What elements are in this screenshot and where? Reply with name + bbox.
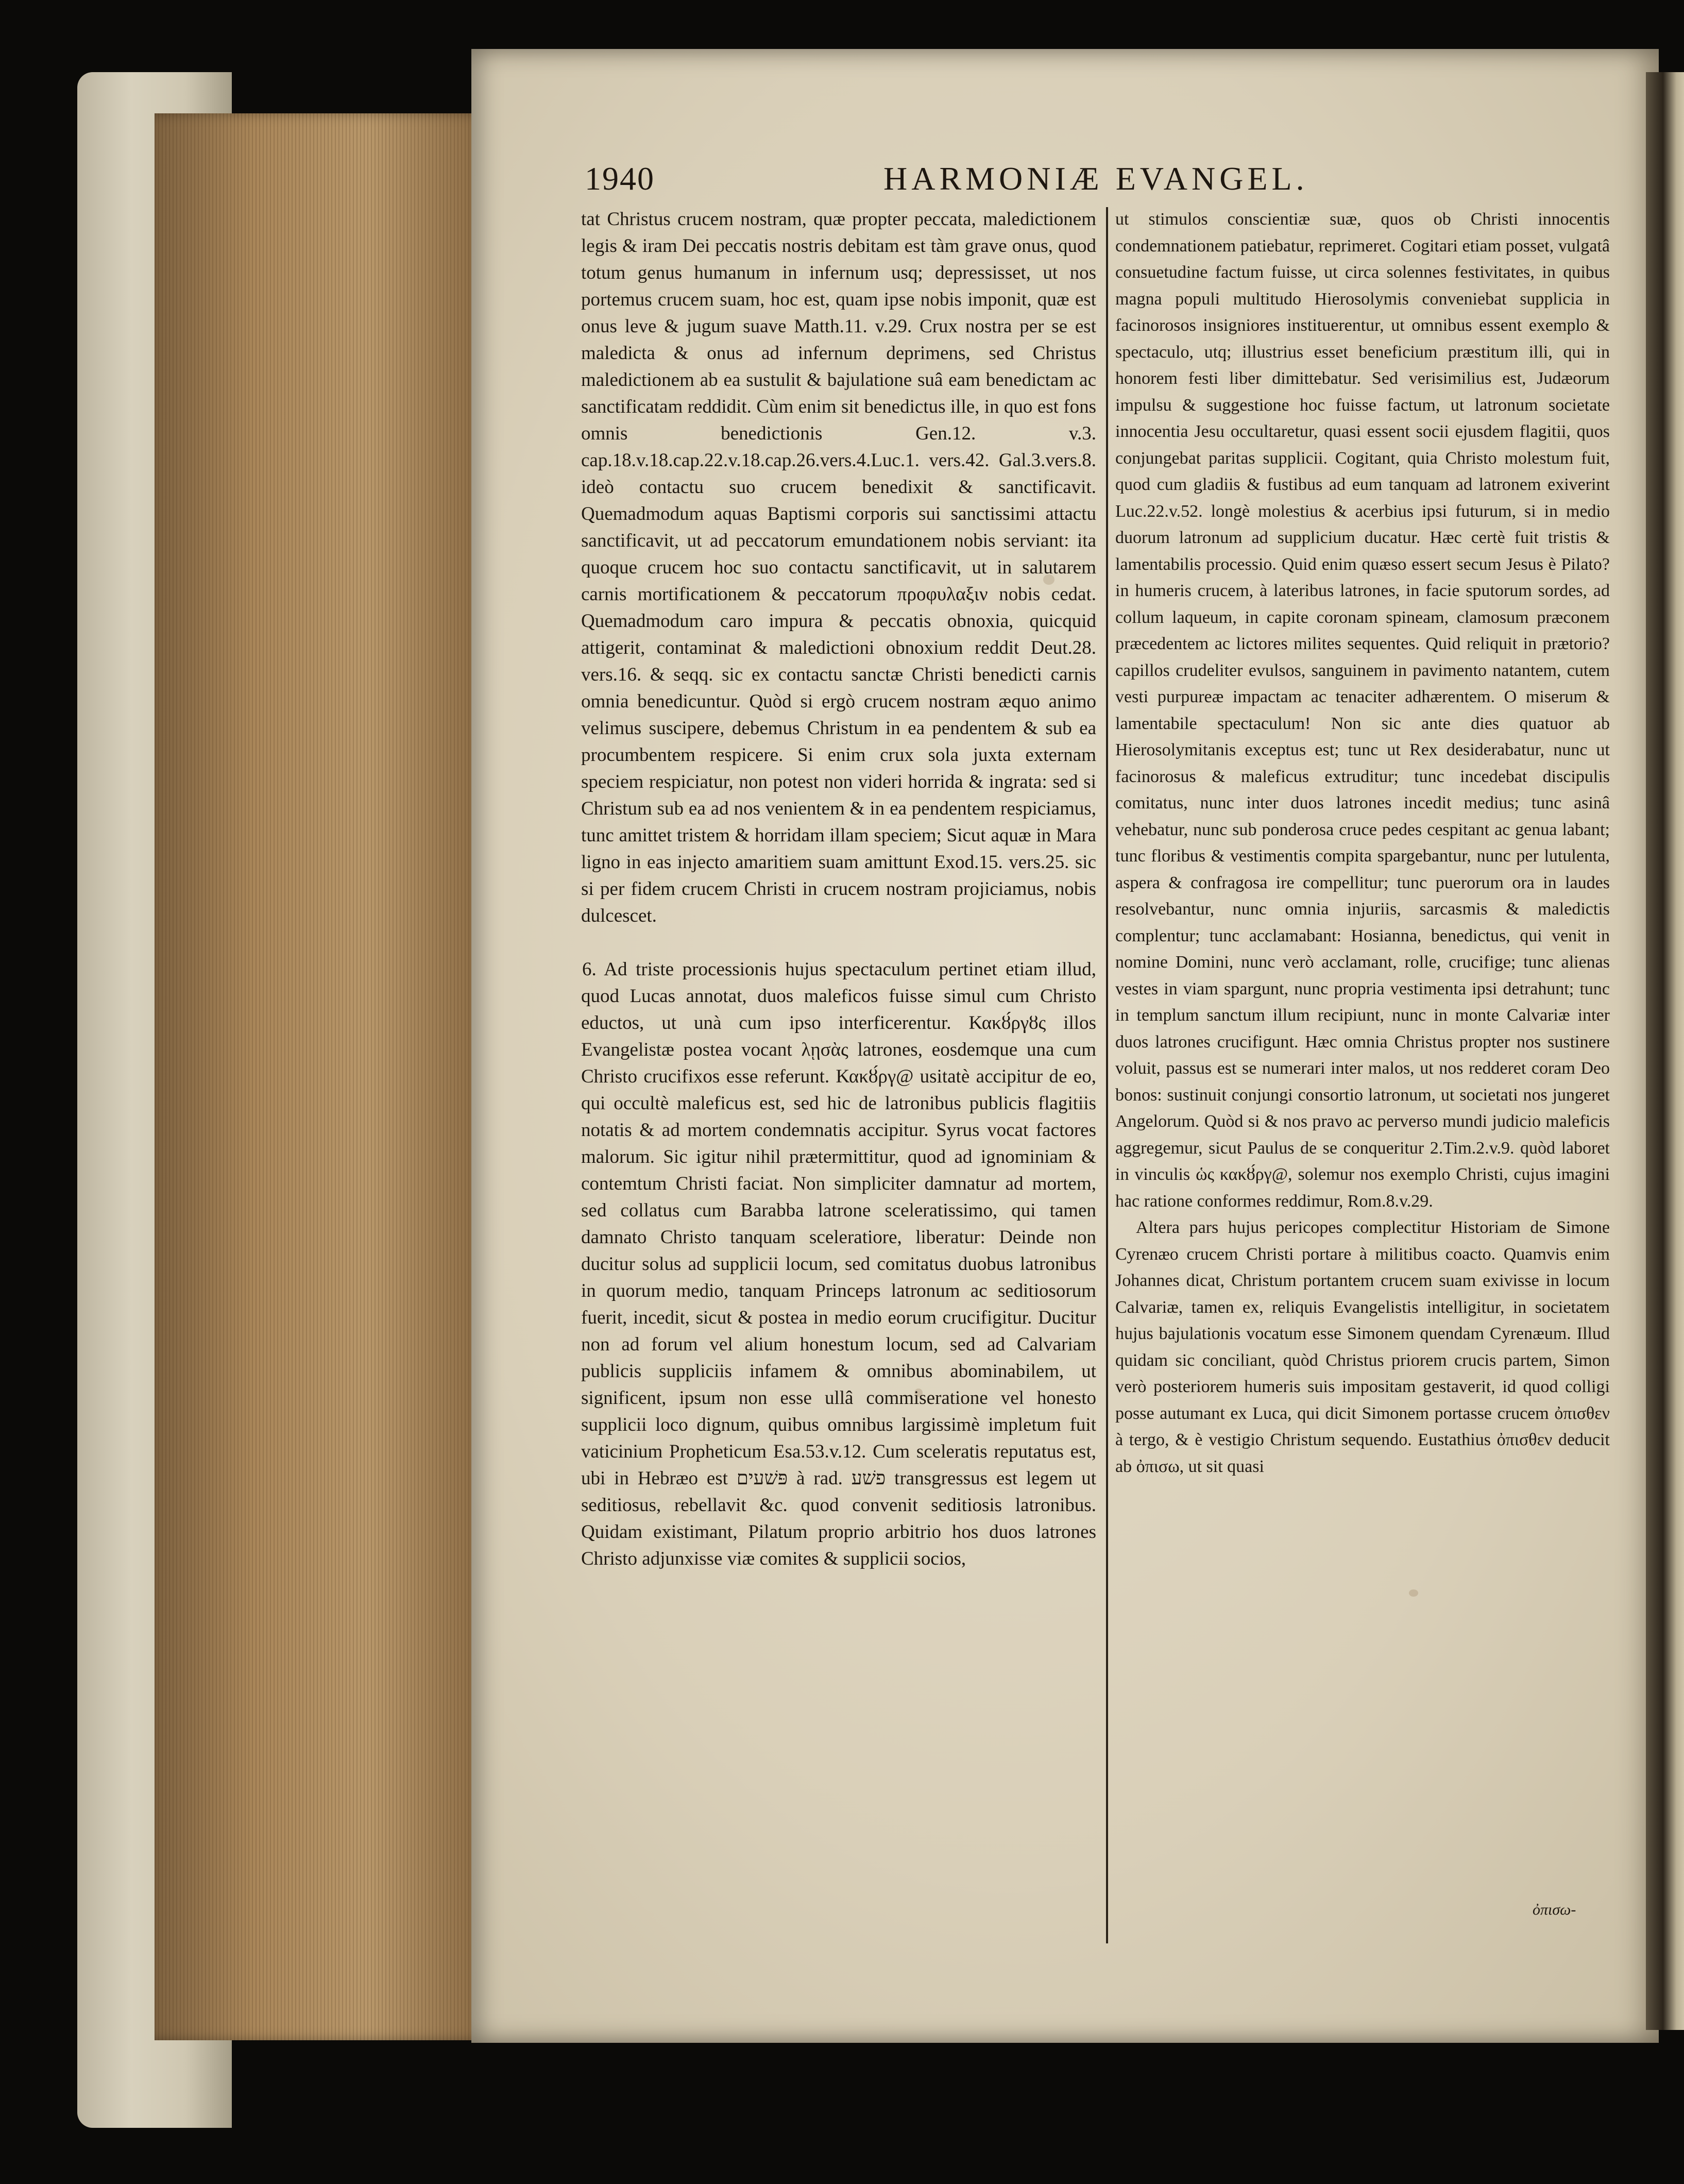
running-title: HARMONIÆ EVANGEL. xyxy=(883,160,1308,197)
foxing-stain xyxy=(1409,1589,1418,1597)
text-paragraph: ut stimulos conscientiæ suæ, quos ob Christi innocentis condemnationem patiebatur, reprimeret. Cogitari etiam posset, vulgatâ consuetudine factum fuisse, ut circa solennes festivitates, in quibus magna populi multitudo Hierosolymis conveniebat supplicia in facinorosos insigniores instituerentur, ut omnibus essent exemplo & spectaculo, utq; illustrius esset beneficium præstitum illi, qui in honorem festi liber dimittebatur. Sed verisimilius est, Judæorum impulsu & suggestione hoc fuisse factum, ut latronum societate innocentia Jesu occultaretur, quasi essent socii ejusdem flagitii, quos conjungebat paritas supplicii. Cogitant, quia Christo molestum fuit, quod cum gladiis & fustibus ad eum tanquam ad latronem exiverint Luc.22.v.52. longè molestius & acerbius ipsi futurum, si in medio duorum latronum ad supplicium ducatur. Hæc certè fuit tristis & lamentabilis processio. Quid enim quæso essert secum Jesus è Pilato? in humeris crucem, à lateribus latrones, in facie sputorum sordes, ad collum laqueum, in capite coronam spineam, clamosum præconem præcedentem ac lictores milites sequentes. Quid reliquit in prætorio? capillos crudeliter evulsos, sanguinem in pavimento natantem, cutem vesti purpureæ impactam ac tenaciter adhærentem. O miserum & lamentabile spectaculum! Non sic ante dies quatuor ab Hierosolymitanis exceptus est; tunc ut Rex desiderabatur, nunc ut facinorosus & maleficus extruditur; tunc incedebat discipulis comitatus, nunc inter duos latrones incedit medius; tunc asinâ vehebatur, nunc sub ponderosa cruce pedes cespitant ac genua labant; tunc floribus & vestimentis compita spargebantur, nunc per lutulenta, aspera & confragosa ire compellitur; tunc puerorum ora in laudes resolvebantur, nunc omnia injuriis, sarcasmis & maledictis complentur; tunc acclamabant: Hosianna, benedictus, qui venit in nomine Domini, nunc verò acclamant, rolle, crucifige; tunc alienas vestes in viam spargunt, nunc propria vestimenta ipsi detrahunt; tunc in templum sanctum illum recipiunt, nunc in monte Calvariæ inter duos latrones crucifigunt. Hæc omnia Christus propter nos sustinere voluit, passus est se numerari inter malos, ut nos redderet coram Deo bonos: sustinuit conjungi consortio latronum, ut societati nos jungeret Angelorum. Quòd si & nos pravo ac perverso mundi judicio maleficis aggregemur, sicut Paulus de se conqueritur 2.Tim.2.v.9. quòd laboret in vinculis ὡς κακȣ́ργ@, solemur nos exemplo Christi, cujus imagini hac ratione conformes reddimur, Rom.8.v.29. xyxy=(1115,210,1610,1211)
page-number: 1940 xyxy=(585,160,655,197)
left-text-column xyxy=(581,206,1096,1572)
facing-page-gutter xyxy=(1646,72,1684,2030)
column-rule xyxy=(1106,207,1108,1943)
text-paragraph: Altera pars hujus pericopes complectitur Historiam de Simone Cyrenæo crucem Christi portare à militibus coacto. Quamvis enim Johannes dicat, Christum portantem crucem suam exivisse in locum Calvariæ, tamen ex, reliquis Evangelistis intelligitur, in societatem hujus bajulationis vocatum esse Simonem quendam Cyrenæum. Illud quidam sic conciliant, quòd Christus priorem crucis partem, Simon verò posteriorem humeris suis impositam gestaverit, id quod colligi posse autumant ex Luca, qui dicit Simonem portasse crucem ὀπισθεν à tergo, & è vestigio Christum sequendo. Eustathius ὀπισθεν deducit ab ὀπισω, ut sit quasi xyxy=(1115,1218,1610,1476)
right-text-column xyxy=(1115,206,1610,1480)
page-header xyxy=(585,155,1589,206)
text-paragraph: tat Christus crucem nostram, quæ propter peccata, maledictionem legis & iram Dei peccatis nostris debitam est tàm grave onus, quod totum genus humanum in infernum usq; depressisset, ut nos portemus crucem suam, hoc est, quam ipse nobis imponit, quæ est onus leve & jugum suave Matth.11. v.29. Crux nostra per se est maledicta & onus ad infernum deprimens, sed Christus maledictionem ab ea sustulit & bajulatione suâ eam benedictam ac sanctificatam reddidit. Cùm enim sit benedictus ille, in quo est fons omnis benedictionis Gen.12. v.3. cap.18.v.18.cap.22.v.18.cap.26.vers.4.Luc.1. vers.42. Gal.3.vers.8. ideò contactu suo crucem benedixit & sanctificavit. Quemadmodum aquas Baptismi corporis sui sanctissimi attactu sanctificavit, ut ad peccatorum emundationem nobis serviant: ita quoque crucem hoc suo contactu sanctificavit, ut in salutarem carnis mortificationem & peccatorum προφυλαξιν nobis cedat. Quemadmodum caro impura & peccatis obnoxia, quicquid attigerit, contaminat & maledictioni obnoxium reddit Deut.28. vers.16. & seqq. sic ex contactu sanctæ Christi benedicti carnis omnia benedicuntur. Quòd si ergò crucem nostram æquo animo velimus suscipere, debemus Christum in ea pendentem & sub ea procumbentem respicere. Si enim crux sola juxta externam speciem respiciatur, non potest non videri horrida & ingrata: sed si Christum sub ea ad nos venientem & in ea pendentem respiciamus, tunc amittet tristem & horridam illam speciem; Sicut aquæ in Mara ligno in eas injecto amaritiem suam amittunt Exod.15. vers.25. sic si per fidem crucem Christi in crucem nostram projiciamus, nobis dulcescet. xyxy=(581,209,1096,926)
page-edges xyxy=(155,113,484,2040)
text-paragraph: 6. Ad triste processionis hujus spectaculum pertinet etiam illud, quod Lucas annotat, duos maleficos fuisse simul cum Christo eductos, ut unà cum ipso interficerentur. Κακȣ́ργȣς illos Evangelistæ postea vocant λῃσὰς latrones, eosdemque una cum Christo crucifixos esse referunt. Κακȣ́ργ@ usitatè accipitur de eo, qui occultè maleficus est, sed hic de latronibus publicis flagitiis notatis & ad mortem condemnatis accipitur. Syrus vocat factores malorum. Sic igitur nihil prætermittitur, quod ad ignominiam & contemtum Christi faciat. Non simpliciter damnatur ad mortem, sed collatus cum Barabba latrone sceleratissimo, qui tamen damnato Christo tanquam sceleratiore, liberatur: Deinde non ducitur solus ad supplicii locum, sed comitatus duobus latronibus in quorum medio, tanquam Princeps latronum ac seditiosorum fuerit, incedit, sicut & postea in medio eorum crucifigitur. Ducitur non ad forum vel alium honestum locum, sed ad Calvariam publicis suppliciis infamem & omnibus abominabilem, ut significent, ipsum non esse ullâ commiseratione vel honesto supplicii loco dignum, quibus omnibus largissimè impletum fuit vaticinium Propheticum Esa.53.v.12. Cum sceleratis reputatus est, ubi in Hebræo est פּשׁעים à rad. פשׁע transgressus est legem ut seditiosus, rebellavit &c. quod convenit seditiosis latronibus. Quidam existimant, Pilatum proprio arbitrio hos duos latrones Christo adjunxisse viæ comites & supplicii socios, xyxy=(581,959,1096,1569)
catchword: ὀπισω- xyxy=(1533,1901,1576,1918)
